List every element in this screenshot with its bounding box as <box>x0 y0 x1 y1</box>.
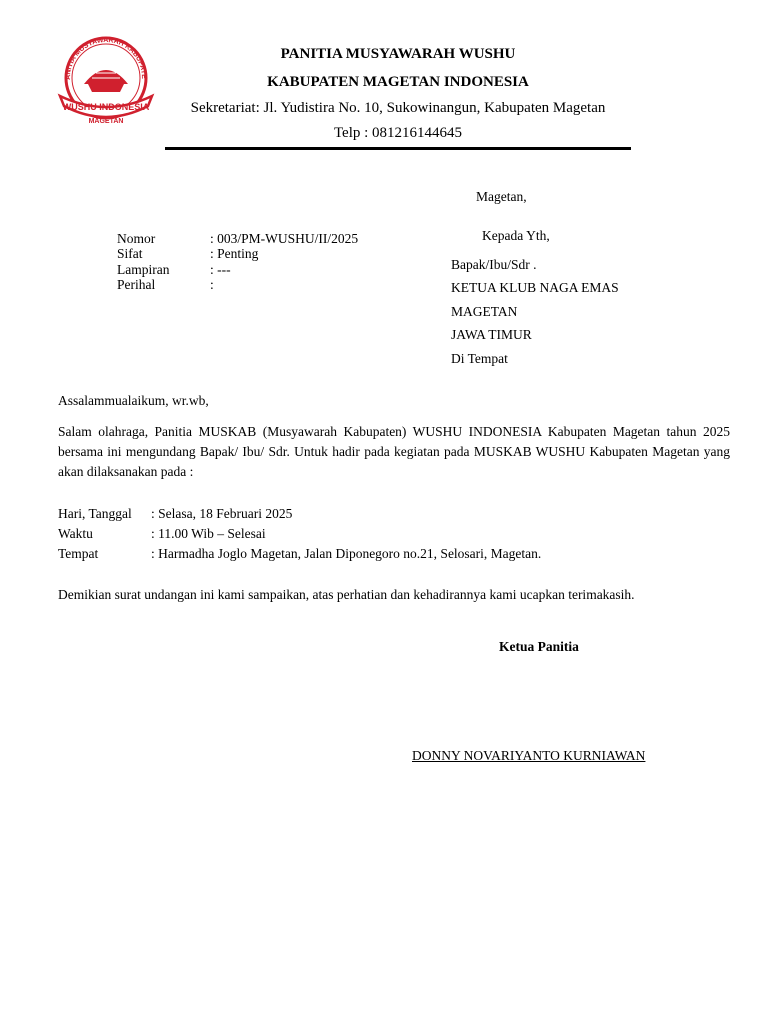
meta-value-perihal: : <box>210 277 214 292</box>
detail-label-date: Hari, Tanggal <box>58 506 132 521</box>
recipient-line: KETUA KLUB NAGA EMAS <box>451 280 619 295</box>
recipient-line: JAWA TIMUR <box>451 327 532 342</box>
meta-value-nomor: : 003/PM-WUSHU/II/2025 <box>210 231 359 246</box>
meta-label-lampiran: Lampiran <box>117 262 170 277</box>
detail-value-date: : Selasa, 18 Februari 2025 <box>151 506 293 521</box>
closing-paragraph: Demikian surat undangan ini kami sampaikan, atas perhatian dan kehadirannya kami ucapkan terimakasih. <box>58 587 635 602</box>
detail-value-place: : Harmadha Joglo Magetan, Jalan Diponegoro no.21, Selosari, Magetan. <box>151 546 542 561</box>
intro-paragraph: Salam olahraga, Panitia MUSKAB (Musyawarah Kabupaten) WUSHU INDONESIA Kabupaten Magetan tahun 2025 bersama ini mengundang Bapak/ Ibu/ Sdr. Untuk hadir pada kegiatan pada MUSKAB WUSHU Kabupaten Magetan yang akan dilaksanakan pada : <box>58 424 730 479</box>
recipient-greeting: Kepada Yth, <box>482 228 550 243</box>
detail-value-time: : 11.00 Wib – Selesai <box>151 526 266 541</box>
letterhead-organization: PANITIA MUSYAWARAH WUSHU <box>280 46 516 62</box>
letterhead-telephone: Telp : 081216144645 <box>333 125 463 141</box>
logo-banner-text: WUSHU INDONESIA <box>62 102 150 112</box>
logo-bottom-text: MAGETAN <box>88 118 124 125</box>
organization-logo <box>54 26 158 128</box>
meta-value-sifat: : Penting <box>210 246 259 261</box>
letterhead-divider <box>165 147 631 150</box>
detail-label-place: Tempat <box>58 546 99 561</box>
signature-title: Ketua Panitia <box>499 639 579 654</box>
recipient-line: MAGETAN <box>451 304 518 319</box>
meta-label-perihal: Perihal <box>117 277 156 292</box>
place-date: Magetan, <box>476 189 527 204</box>
detail-label-time: Waktu <box>58 526 93 541</box>
wushu-emblem-icon <box>54 26 158 128</box>
letterhead-region: KABUPATEN MAGETAN INDONESIA <box>267 74 529 90</box>
salutation: Assalammualaikum, wr.wb, <box>58 393 209 408</box>
letterhead-address: Sekretariat: Jl. Yudistira No. 10, Sukowinangun, Kabupaten Magetan <box>190 100 606 116</box>
recipient-line: Bapak/Ibu/Sdr . <box>451 257 537 272</box>
logo-arc-text: ANITIA MUSYAWARAH KABUPATE <box>64 36 148 80</box>
meta-value-lampiran: : --- <box>210 262 231 277</box>
signature-name: DONNY NOVARIYANTO KURNIAWAN <box>412 748 646 763</box>
recipient-line: Di Tempat <box>451 351 508 366</box>
meta-label-nomor: Nomor <box>117 231 156 246</box>
meta-label-sifat: Sifat <box>117 246 143 261</box>
